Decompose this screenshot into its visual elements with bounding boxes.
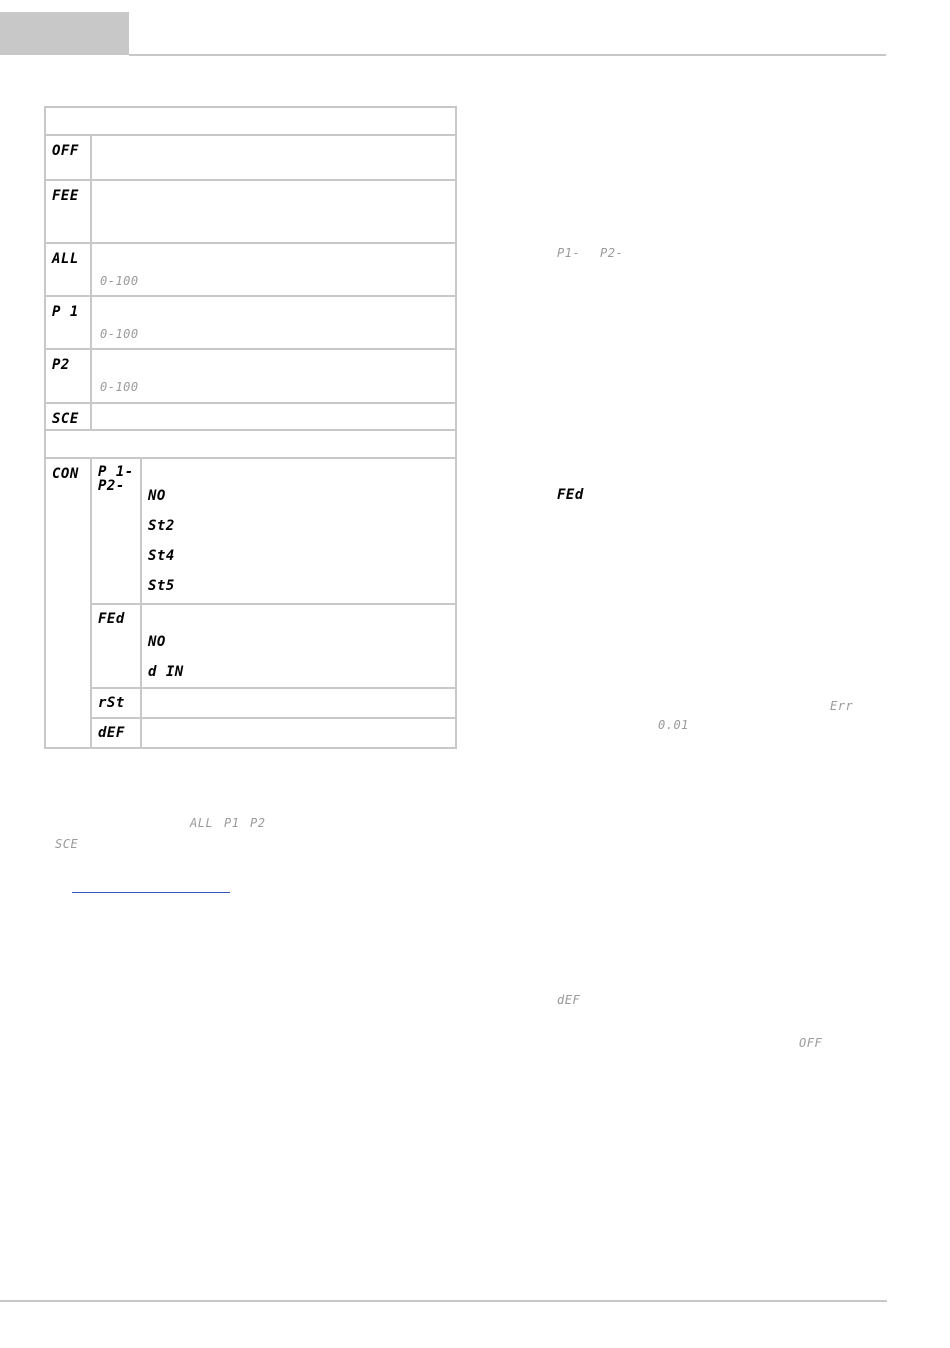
footer-rule bbox=[0, 1300, 887, 1302]
code-con: CON bbox=[52, 466, 79, 482]
table-row bbox=[45, 718, 456, 748]
sub-rst: rSt bbox=[98, 695, 125, 711]
option-fed-no: NO bbox=[148, 634, 166, 650]
option-st5: St5 bbox=[148, 578, 175, 594]
inline-code-err: Err bbox=[830, 699, 854, 713]
inline-code-p1-right: P1- bbox=[557, 246, 581, 260]
inline-code-fed: FEd bbox=[557, 487, 584, 503]
inline-code-001: 0.01 bbox=[658, 718, 689, 732]
table-header-row bbox=[45, 107, 456, 135]
option-st4: St4 bbox=[148, 548, 175, 564]
option-no: NO bbox=[148, 488, 166, 504]
header-tab bbox=[0, 12, 129, 55]
code-fee: FEE bbox=[52, 188, 79, 204]
sub-p2: P2- bbox=[98, 478, 125, 494]
table-section-row bbox=[45, 430, 456, 458]
table-row bbox=[45, 180, 456, 243]
table-row bbox=[45, 349, 456, 403]
table-row bbox=[45, 688, 456, 718]
option-st2: St2 bbox=[148, 518, 175, 534]
inline-code-def: dEF bbox=[557, 993, 581, 1007]
range-p1: 0-100 bbox=[100, 327, 139, 341]
table-row bbox=[45, 296, 456, 349]
code-off: OFF bbox=[52, 143, 79, 159]
inline-code-sce: SCE bbox=[55, 837, 79, 851]
sub-fed: FEd bbox=[98, 611, 125, 627]
range-all: 0-100 bbox=[100, 274, 139, 288]
code-sce: SCE bbox=[52, 411, 79, 427]
option-fed-din: d IN bbox=[148, 664, 184, 680]
sub-p1: P 1- bbox=[98, 464, 134, 480]
table-row bbox=[45, 135, 456, 180]
inline-code-p2-right: P2- bbox=[600, 246, 624, 260]
table-row bbox=[45, 403, 456, 430]
hyperlink[interactable] bbox=[72, 880, 230, 893]
inline-code-p1: P1 bbox=[224, 816, 240, 830]
inline-code-off: OFF bbox=[799, 1036, 823, 1050]
header-rule bbox=[129, 54, 886, 56]
table-row bbox=[45, 458, 456, 604]
code-p1: P 1 bbox=[52, 304, 79, 320]
code-all: ALL bbox=[52, 251, 79, 267]
table-row bbox=[45, 243, 456, 296]
inline-code-all: ALL bbox=[190, 816, 214, 830]
table-row bbox=[45, 604, 456, 688]
sub-def: dEF bbox=[98, 725, 125, 741]
menu-structure-table bbox=[44, 106, 457, 749]
range-p2: 0-100 bbox=[100, 380, 139, 394]
code-p2: P2 bbox=[52, 357, 70, 373]
inline-code-p2: P2 bbox=[250, 816, 266, 830]
